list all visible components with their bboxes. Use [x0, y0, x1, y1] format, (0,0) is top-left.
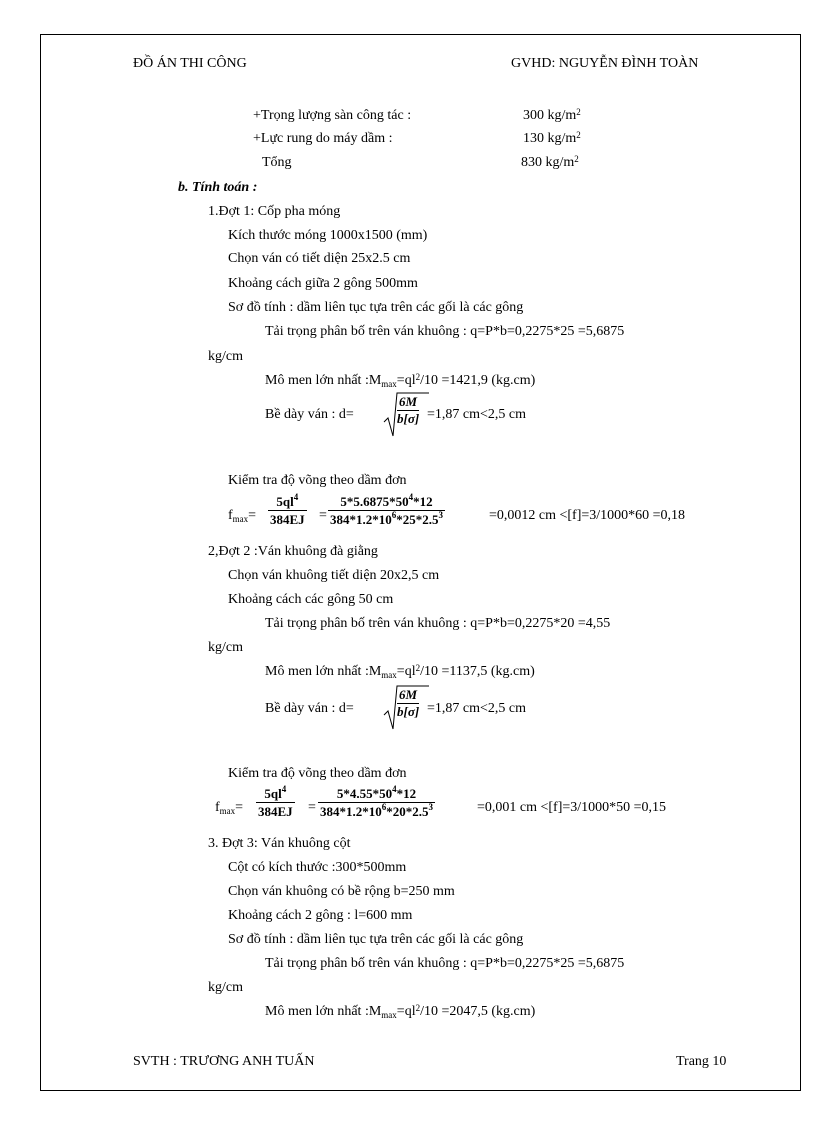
part2-result: =0,001 cm <[f]=3/1000*50 =0,15 [477, 800, 667, 815]
part3-line3: Khoảng cách 2 gông : l=600 mm [228, 908, 413, 923]
part2-thickness-result: =1,87 cm<2,5 cm [427, 701, 526, 716]
load-value-1: 300 $kg/m^2$ [523, 107, 581, 123]
part2-equals: = [308, 800, 316, 815]
load-label-total: Tổng [262, 155, 292, 170]
part1-line3: Khoảng cách giữa 2 gông 500mm [228, 276, 418, 291]
footer-left: SVTH : TRƯƠNG ANH TUẤN [133, 1054, 315, 1069]
page-number: Trang 10 [676, 1054, 727, 1069]
part1-load-unit: kg/cm [208, 349, 243, 364]
part1-thickness-result: =1,87 cm<2,5 cm [427, 407, 526, 422]
part1-equals: = [319, 508, 327, 523]
part3-line4: Sơ đồ tính : dầm liên tục tựa trên các gối là các gông [228, 932, 524, 947]
part1-fraction-numeric: $5*5.6875*50^4*12$ $384*1.2*10^6*25*2.5^3$ [330, 492, 443, 527]
part2-fraction-numeric: $5*4.55*50^4*12$ $384*1.2*10^6*20*2.5^3$ [320, 784, 433, 819]
part1-result: =0,0012 cm <[f]=3/1000*60 =0,18 [489, 508, 686, 523]
part2-load-unit: kg/cm [208, 640, 243, 655]
part3-title: 3. Đợt 3: Ván khuông cột [208, 836, 351, 851]
part3-line2: Chọn ván khuông có bề rộng b=250 mm [228, 884, 455, 899]
part1-line4: Sơ đồ tính : dầm liên tục tựa trên các gối là các gông [228, 300, 524, 315]
load-label-1: +Trọng lượng sàn công tác : [253, 108, 412, 123]
load-label-2: +Lực rung do máy dầm : [253, 131, 393, 146]
part1-thickness-label: Bề dày ván : d= [265, 407, 354, 422]
part3-line1: Cột có kích thước :300*500mm [228, 860, 407, 875]
part1-load: Tải trọng phân bố trên ván khuông : q=P*b=0,2275*25 =5,6875 [265, 324, 625, 339]
part3-load: Tải trọng phân bố trên ván khuông : q=P*b=0,2275*25 =5,6875 [265, 956, 625, 971]
part3-load-unit: kg/cm [208, 980, 243, 995]
load-value-total: 830 $kg/m^2$ [521, 154, 579, 170]
part2-line1: Chọn ván khuông tiết diện 20x2,5 cm [228, 568, 440, 583]
part2-sqrt-formula: 6M b[σ] [383, 685, 427, 731]
part2-f-label: $f_{max}=$ [215, 800, 244, 816]
part1-title: 1.Đợt 1: Cốp pha móng [208, 204, 341, 219]
part1-f-label: $f_{max}=$ [228, 508, 257, 524]
part2-moment: Mô men lớn nhất $:M_{max}=ql^2/10 =1137,5$ (kg.cm) [265, 663, 535, 680]
part1-sqrt-formula: 6M b[σ] [383, 392, 427, 438]
part2-load: Tải trọng phân bố trên ván khuông : q=P*b=0,2275*20 =4,55 [265, 616, 611, 631]
part1-check: Kiểm tra độ võng theo dầm đơn [228, 473, 407, 488]
part2-title: 2,Đợt 2 :Ván khuông đà giằng [208, 544, 378, 559]
part2-fraction-symbolic: $5ql^4$ 384EJ [258, 784, 293, 819]
header-left: ĐỒ ÁN THI CÔNG [133, 56, 247, 71]
header-right: GVHD: NGUYỄN ĐÌNH TOÀN [511, 56, 699, 71]
part1-line1: Kích thước móng 1000x1500 (mm) [228, 228, 428, 243]
part1-moment: Mô men lớn nhất $:M_{max}=ql^2/10 =1421,9$ (kg.cm) [265, 372, 536, 389]
section-heading: b. Tính toán : [178, 180, 258, 195]
part1-fraction-symbolic: $5ql^4$ 384EJ [270, 492, 305, 527]
part1-line2: Chọn ván có tiết diện 25x2.5 cm [228, 251, 411, 266]
part2-line2: Khoảng cách các gông 50 cm [228, 592, 394, 607]
part2-thickness-label: Bề dày ván : d= [265, 701, 354, 716]
part3-moment: Mô men lớn nhất $:M_{max}=ql^2/10 =2047,5$ (kg.cm) [265, 1003, 536, 1020]
load-value-2: 130 $kg/m^2$ [523, 130, 581, 146]
part2-check: Kiểm tra độ võng theo dầm đơn [228, 766, 407, 781]
